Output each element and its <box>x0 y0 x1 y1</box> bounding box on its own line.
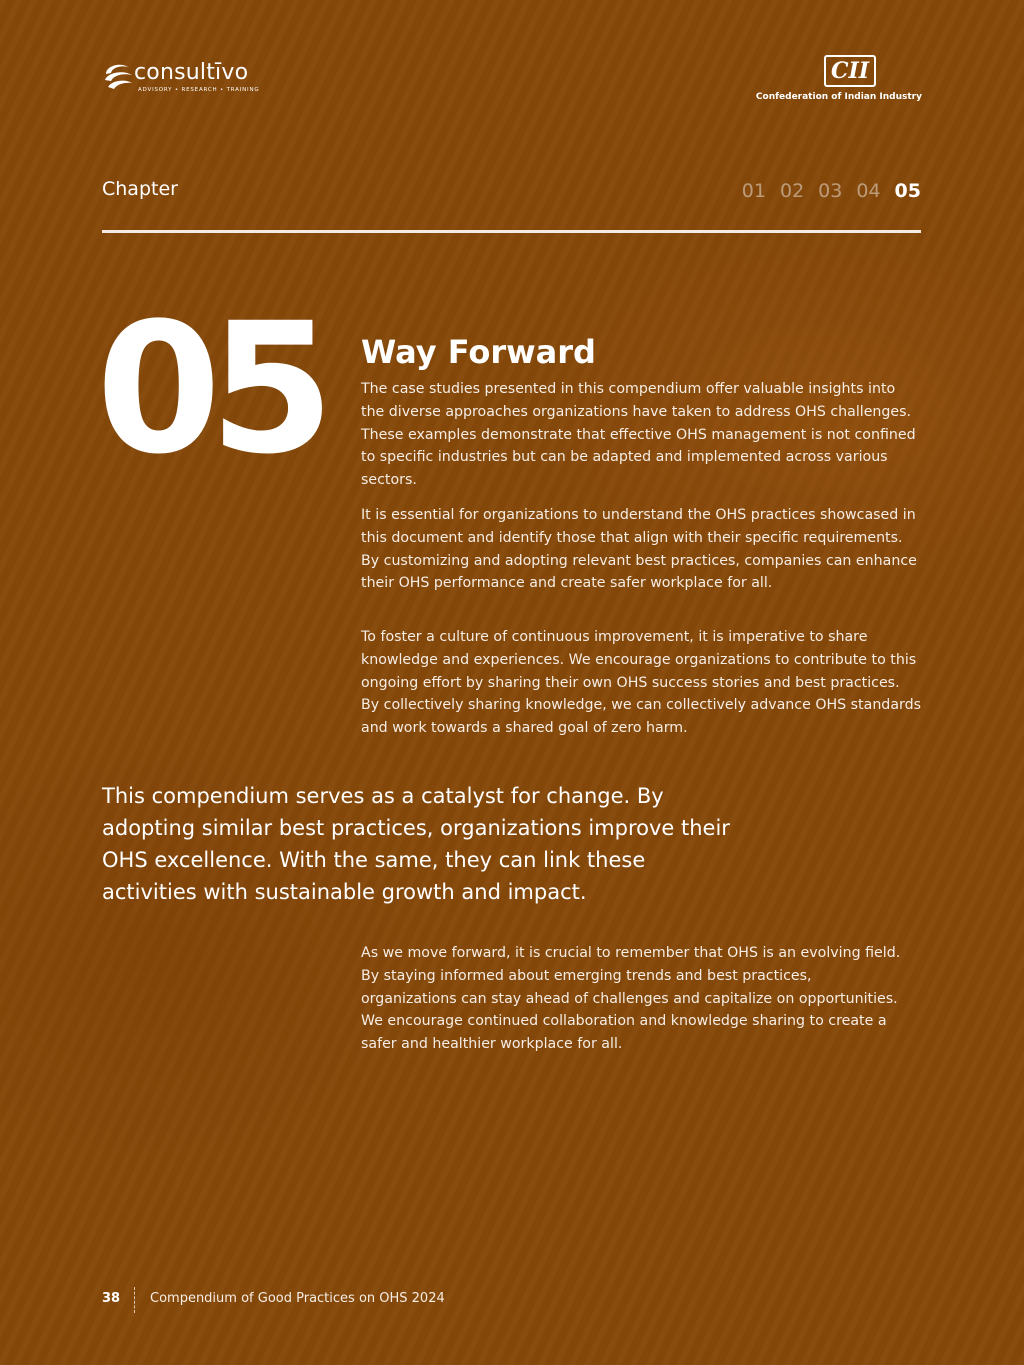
section-title: Way Forward <box>361 333 596 371</box>
paragraph-3: To foster a culture of continuous improvement, it is imperative to share knowledge and experiences. We encourage organizations to contribute to this ongoing effort by sharing their own OHS success stories and best practices. By collectively sharing knowledge, we can collectively advance OHS standards and work towards a shared goal of zero harm. <box>361 629 921 737</box>
section-number: 05 <box>96 285 323 494</box>
page-number: 38 <box>102 1291 121 1306</box>
paragraph-1: The case studies presented in this compendium offer valuable insights into the diverse approaches organizations have taken to address OHS challenges. These examples demonstrate that effective OHS management is not confined to specific industries but can be adapted and implemented across various sectors. <box>361 381 916 489</box>
swirl-logo-icon <box>102 60 136 92</box>
chapter-nav-item-02[interactable]: 02 <box>779 180 805 202</box>
chapter-divider <box>102 230 921 233</box>
cii-full-name: Confederation of Indian Industry <box>755 92 922 102</box>
callout-quote: This compendium serves as a catalyst for change. By adopting similar best practices, organizations improve their OHS excellence. With the same, they can link these activities with sustainable growth and impact. <box>102 784 730 904</box>
chapter-nav-item-03[interactable]: 03 <box>818 180 843 202</box>
chapter-nav-item-04[interactable]: 04 <box>856 180 881 202</box>
chapter-nav <box>742 180 921 202</box>
consultivo-wordmark: consultīvo <box>134 60 249 85</box>
footer-divider <box>134 1287 135 1313</box>
chapter-nav-item-01[interactable]: 01 <box>741 180 766 202</box>
chapter-label: Chapter <box>102 178 178 200</box>
cii-mark: CII <box>830 58 870 84</box>
consultivo-tagline: ADVISORY • RESEARCH • TRAINING <box>138 87 260 93</box>
cii-mark-box <box>824 55 876 87</box>
chapter-nav-item-05[interactable]: 05 <box>894 180 921 202</box>
footer-document-title: Compendium of Good Practices on OHS 2024 <box>150 1291 445 1306</box>
paragraph-2: It is essential for organizations to understand the OHS practices showcased in this document and identify those that align with their specific requirements. By customizing and adopting relevant best practices, companies can enhance their OHS performance and create safer workplace for all. <box>361 507 917 592</box>
cii-logo <box>755 55 922 105</box>
paragraph-4: As we move forward, it is crucial to remember that OHS is an evolving field. By staying informed about emerging trends and best practices, organizations can stay ahead of challenges and capitalize on opportunities. We encourage continued collaboration and knowledge sharing to create a safer and healthier workplace for all. <box>361 945 901 1053</box>
consultivo-logo <box>102 58 260 98</box>
